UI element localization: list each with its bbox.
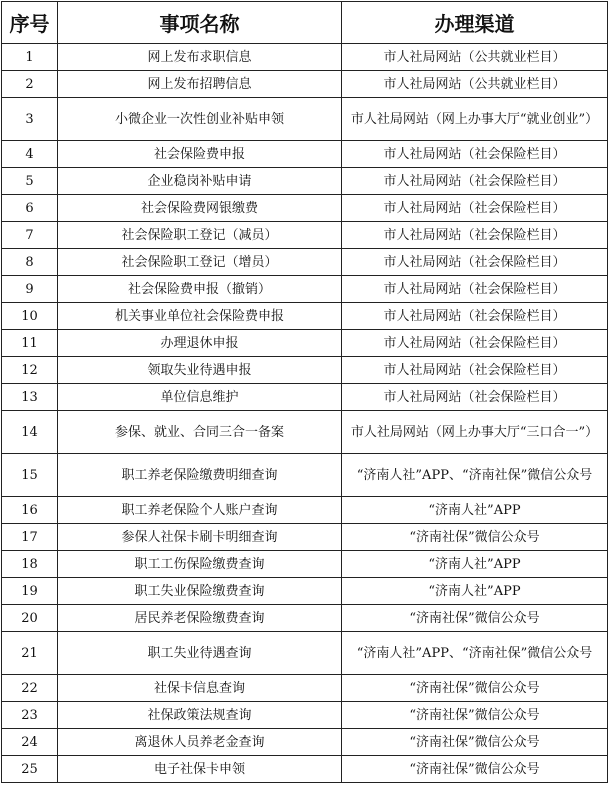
cell-seq: 2 [2,71,58,98]
cell-channel: “济南人社”APP、“济南社保”微信公众号 [342,632,608,675]
cell-seq: 9 [2,276,58,303]
table-row [2,222,608,249]
table-row [2,756,608,783]
cell-channel: 市人社局网站（社会保险栏目） [342,276,608,303]
cell-seq: 1 [2,44,58,71]
cell-item-name: 社会保险费申报（撤销） [58,276,342,303]
cell-seq: 6 [2,195,58,222]
table-row [2,702,608,729]
cell-seq: 17 [2,524,58,551]
cell-item-name: 小微企业一次性创业补贴申领 [58,98,342,141]
service-items-table [1,1,608,783]
table-header-row [2,2,608,44]
cell-channel: 市人社局网站（社会保险栏目） [342,384,608,411]
cell-seq: 14 [2,411,58,454]
cell-channel: 市人社局网站（社会保险栏目） [342,357,608,384]
cell-channel: “济南人社”APP [342,578,608,605]
cell-item-name: 社会保险费网银缴费 [58,195,342,222]
cell-item-name: 网上发布招聘信息 [58,71,342,98]
table-row [2,303,608,330]
table-row [2,276,608,303]
cell-item-name: 社会保险职工登记（减员） [58,222,342,249]
table-row [2,195,608,222]
cell-seq: 3 [2,98,58,141]
cell-seq: 18 [2,551,58,578]
cell-item-name: 社会保险费申报 [58,141,342,168]
cell-item-name: 离退休人员养老金查询 [58,729,342,756]
table-row [2,249,608,276]
header-channel: 办理渠道 [342,2,608,44]
cell-channel: “济南社保”微信公众号 [342,605,608,632]
table-row [2,384,608,411]
cell-seq: 19 [2,578,58,605]
cell-item-name: 职工工伤保险缴费查询 [58,551,342,578]
header-seq: 序号 [2,2,58,44]
cell-seq: 20 [2,605,58,632]
cell-seq: 22 [2,675,58,702]
header-item-name: 事项名称 [58,2,342,44]
cell-item-name: 职工养老保险个人账户查询 [58,497,342,524]
cell-channel: 市人社局网站（社会保险栏目） [342,222,608,249]
cell-channel: 市人社局网站（社会保险栏目） [342,141,608,168]
table-row [2,729,608,756]
table-row [2,497,608,524]
cell-seq: 21 [2,632,58,675]
table-row [2,98,608,141]
table-row [2,578,608,605]
table-row [2,675,608,702]
table-row [2,411,608,454]
cell-channel: “济南人社”APP [342,551,608,578]
cell-item-name: 单位信息维护 [58,384,342,411]
cell-seq: 7 [2,222,58,249]
cell-item-name: 社保卡信息查询 [58,675,342,702]
cell-item-name: 网上发布求职信息 [58,44,342,71]
cell-channel: “济南社保”微信公众号 [342,524,608,551]
cell-channel: “济南社保”微信公众号 [342,702,608,729]
table-row [2,524,608,551]
cell-seq: 25 [2,756,58,783]
cell-item-name: 参保人社保卡刷卡明细查询 [58,524,342,551]
cell-item-name: 居民养老保险缴费查询 [58,605,342,632]
table-row [2,454,608,497]
table-row [2,71,608,98]
cell-seq: 24 [2,729,58,756]
cell-channel: “济南人社”APP、“济南社保”微信公众号 [342,454,608,497]
cell-item-name: 办理退休申报 [58,330,342,357]
cell-seq: 8 [2,249,58,276]
cell-item-name: 企业稳岗补贴申请 [58,168,342,195]
cell-seq: 11 [2,330,58,357]
cell-item-name: 职工养老保险缴费明细查询 [58,454,342,497]
table-row [2,605,608,632]
cell-seq: 5 [2,168,58,195]
cell-channel: “济南人社”APP [342,497,608,524]
cell-item-name: 电子社保卡申领 [58,756,342,783]
table-row [2,44,608,71]
cell-seq: 10 [2,303,58,330]
cell-seq: 16 [2,497,58,524]
cell-channel: 市人社局网站（社会保险栏目） [342,303,608,330]
cell-channel: 市人社局网站（社会保险栏目） [342,330,608,357]
cell-channel: “济南社保”微信公众号 [342,729,608,756]
cell-item-name: 职工失业待遇查询 [58,632,342,675]
cell-channel: “济南社保”微信公众号 [342,756,608,783]
cell-item-name: 参保、就业、合同三合一备案 [58,411,342,454]
table-row [2,551,608,578]
cell-channel: 市人社局网站（社会保险栏目） [342,168,608,195]
cell-channel: 市人社局网站（社会保险栏目） [342,195,608,222]
cell-item-name: 机关事业单位社会保险费申报 [58,303,342,330]
cell-seq: 13 [2,384,58,411]
cell-channel: 市人社局网站（社会保险栏目） [342,249,608,276]
cell-channel: “济南社保”微信公众号 [342,675,608,702]
table-row [2,632,608,675]
cell-seq: 15 [2,454,58,497]
cell-seq: 12 [2,357,58,384]
cell-item-name: 社保政策法规查询 [58,702,342,729]
cell-seq: 23 [2,702,58,729]
cell-channel: 市人社局网站（公共就业栏目） [342,71,608,98]
cell-item-name: 职工失业保险缴费查询 [58,578,342,605]
cell-item-name: 领取失业待遇申报 [58,357,342,384]
cell-seq: 4 [2,141,58,168]
table-row [2,330,608,357]
cell-channel: 市人社局网站（网上办事大厅“就业创业”） [342,98,608,141]
cell-item-name: 社会保险职工登记（增员） [58,249,342,276]
table-row [2,357,608,384]
table-body [2,44,608,783]
cell-channel: 市人社局网站（公共就业栏目） [342,44,608,71]
table-row [2,168,608,195]
cell-channel: 市人社局网站（网上办事大厅“三口合一”） [342,411,608,454]
table-row [2,141,608,168]
